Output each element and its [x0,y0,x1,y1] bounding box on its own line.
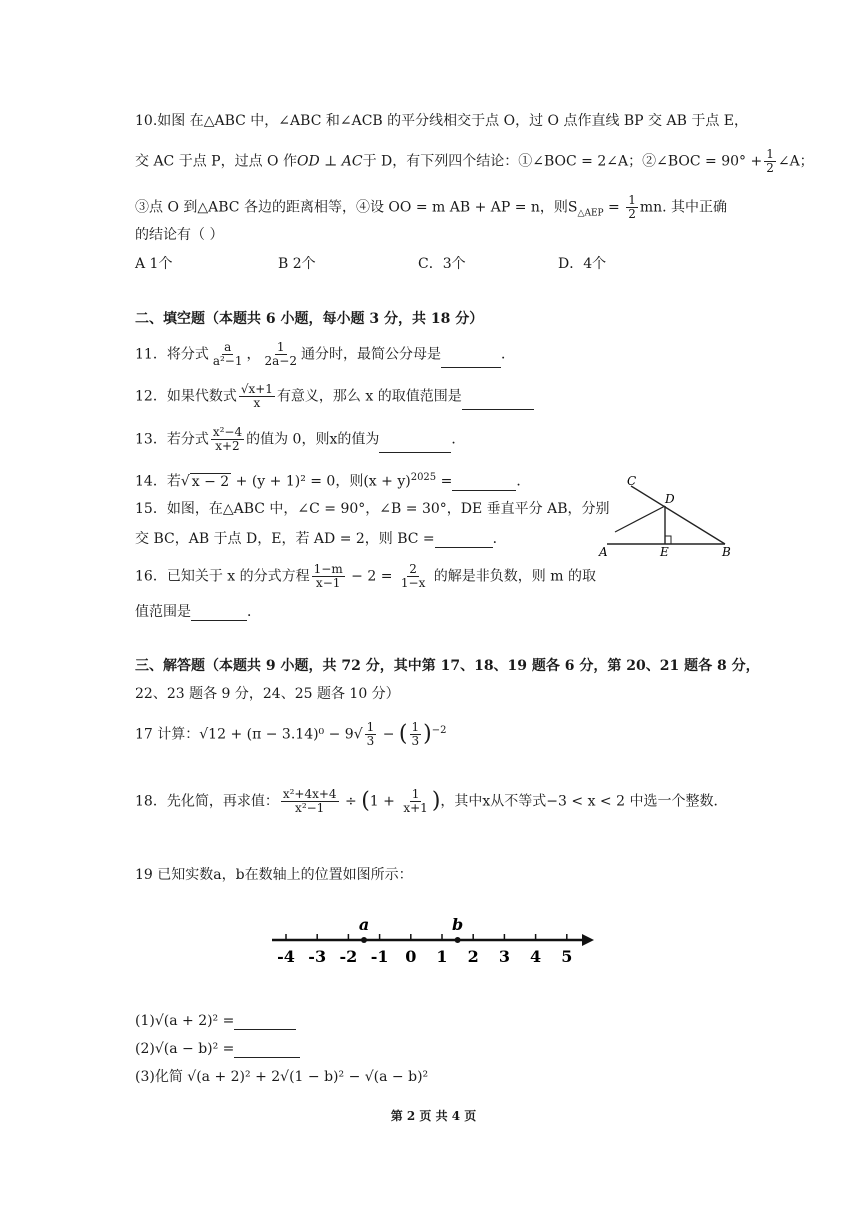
q19-sub1-text: (1)√(a + 2)² = [135,1013,235,1029]
tick-label: 3 [498,947,510,966]
tick-label: -2 [339,947,358,966]
tick-label: 0 [405,947,417,966]
q16-frac1 [312,563,345,590]
q19-sub1-blank[interactable] [234,1015,296,1030]
q11-suffix: 通分时，最简公分母是 [300,346,441,363]
tick-label: 4 [530,947,542,966]
triangle-figure [595,472,745,562]
q10-line1: 10.如图 在△ABC 中，∠ABC 和∠ACB 的平分线相交于点 O，过 O 点作直线 BP 交 AB 于点 E， [135,113,749,129]
q19-sub3: (3)化简 √(a + 2)² + 2√(1 − b)² − √(a − b)² [135,1069,429,1085]
q13-answer-blank[interactable] [379,438,451,453]
q10-line3sub: △AEP [577,208,604,219]
q15-line1: 15．如图，在△ABC 中，∠C = 90°，∠B = 30°，DE 垂直平分 AB，分别 [135,501,610,517]
q10-line2b: OD ⊥ AC [296,153,363,170]
q12-den: x [253,396,261,410]
q13-suffix: 的值为 0，则x的值为 [246,431,380,448]
q11-f1-num: a [224,340,232,354]
q12-suffix: 有意义，那么 x 的取值范围是 [276,388,462,405]
q14-answer-blank[interactable] [452,476,516,491]
q19-sub2-blank[interactable] [234,1043,300,1058]
q12 [135,383,534,410]
q12-answer-blank[interactable] [462,395,534,410]
q17-sqrt-frac [365,721,377,748]
q18: 18．先化简，再求值： $\frac{\text{x²+4x+4}}{\text{x²−1}}$ ÷ (1 + $\frac{1}{x+1}$ )，其中x从不等式−3 < x < 2 中选一个整数． [135,787,728,815]
point-b [455,937,461,943]
q11-answer-blank[interactable] [441,353,501,368]
q16 [135,563,596,590]
point-a-label: a [358,915,370,934]
tick-label: -3 [308,947,327,966]
q18-den: x²−1 [295,801,325,815]
q14-suffix: = [436,473,453,490]
q10-line2a: 交 AC 于点 P，过点 O 作 [135,153,297,170]
q13-prefix: 13．若分式 [135,431,209,448]
tick-label: -1 [370,947,389,966]
point-a [361,937,367,943]
q13-den: x+2 [215,439,240,453]
q17-paren-num: 1 [411,720,420,734]
q16-suffix: 的解是非负数，则 m 的取 [429,568,596,585]
half-fraction-2 [626,194,638,221]
q16-f2-den: 1−x [400,576,426,590]
tick-label: 5 [561,947,573,966]
q14-prefix: 14．若 [135,473,181,490]
q11-f2-den: 2a−2 [264,354,297,368]
q15-line2: 交 BC，AB 于点 D，E，若 AD = 2，则 BC = ． [135,531,507,547]
q17-sqrt-den: 3 [366,734,375,748]
q16-line2-text: 值范围是 [135,604,191,620]
q14-sqrt: x − 2 [191,473,230,490]
q11-frac2 [262,341,298,368]
q18-inner: 1 + [369,793,400,810]
segment-ad [615,506,665,532]
q12-prefix: 12．如果代数式 [135,388,237,405]
label-e: E [660,545,669,559]
q10-option-a[interactable]: A 1个 [135,256,173,272]
q13: 13．若分式 $\frac{\text{x²−4}}{x+2}$ 的值为 0，则x的值为 ． [135,425,466,453]
q16-f1-num: 1−m [313,562,343,576]
q18-num: x²+4x+4 [282,787,337,801]
label-b: B [722,545,731,559]
q18-prefix: 18．先化简，再求值： [135,793,279,810]
q19-sub2-text: (2)√(a − b)² = [135,1041,235,1057]
q11-sep: ， [246,346,261,363]
label-a: A [599,545,608,559]
q19-sub2 [135,1040,300,1058]
q17: 17 计算：√12 + (π − 3.14)⁰ − 9√ $\frac{1}{3}$ − ( $\frac{1}{3}$ )$^{-2}$ [135,720,447,748]
q19-text: 19 已知实数a，b在数轴上的位置如图所示： [135,867,413,883]
q17-paren-den: 3 [411,734,420,748]
q18-div: ÷ [340,793,362,810]
q11-frac1 [211,341,245,368]
half-num-2: 1 [628,193,636,207]
section3-line2: 22、23 题各 9 分，24、25 题各 10 分） [135,686,400,702]
q15-line2-text: 交 BC，AB 于点 D，E，若 AD = 2，则 BC = [135,531,435,547]
q12-frac [239,383,275,410]
q10-line3a: ③点 O 到△ABC 各边的距离相等，④设 OO = m AB + AP = n，则S [135,199,578,216]
q16-frac2 [399,563,427,590]
q10-option-c[interactable]: C．3个 [418,256,466,272]
half-num: 1 [766,147,774,161]
q18-inner-frac [401,788,429,815]
tick-label: 2 [467,947,479,966]
q11-f2-num: 1 [276,340,285,354]
q10-line2 [135,148,814,175]
q18-frac [281,788,339,815]
q10-option-d[interactable]: D．4个 [558,256,607,272]
segment-cb [631,486,725,544]
q14-mid: + (y + 1)² = 0，则(x + y) [231,473,411,490]
q10-line3b: = [603,199,625,216]
q10-line2d: ∠A； [777,153,814,170]
q17-expr: √12 + (π − 3.14)⁰ − 9 [199,726,354,743]
q10-line4: 的结论有（ ） [135,227,224,243]
tick-label: 1 [436,947,448,966]
q16-f1-den: x−1 [315,576,341,590]
q17-paren-frac [410,721,422,748]
q13-num: x²−4 [212,425,243,439]
page-footer: 第 2 页 共 4 页 [390,1109,477,1123]
right-angle-mark [665,536,671,544]
q14-exp: 2025 [410,472,437,483]
q11-prefix: 11．将分式 [135,346,209,363]
number-line-arrow [582,934,594,946]
q16-line2: 值范围是 ． [135,604,261,620]
tick-label: -4 [277,947,295,966]
q13-frac [211,426,244,453]
q17-minus: − [378,726,399,743]
q17-sqrt-num: 1 [366,720,375,734]
q10-line3 [135,194,727,222]
q14: 14．若√ x − 2 + (y + 1)² = 0，则$(x + y)^{2025}$ = ． [135,472,531,490]
q16-f2-num: 2 [409,562,417,576]
q18-in-num: 1 [411,787,420,801]
half-fraction [764,148,776,175]
label-c: C [627,474,637,488]
q10-option-b[interactable]: B 2个 [278,256,316,272]
q18-suffix: ，其中x从不等式−3 < x < 2 中选一个整数． [440,793,728,810]
half-den-2: 2 [628,207,636,221]
q18-in-den: x+1 [403,801,428,815]
section3-line1: 三、解答题（本题共 9 小题，共 72 分，其中第 17、18、19 题各 6 分，第 20、21 题各 8 分， [135,658,760,674]
q15-answer-blank[interactable] [435,533,493,548]
q19-sub1 [135,1012,296,1030]
q11: 11．将分式 $\frac{a}{\text{a²−1}}$ ， $\frac{1}{2a-2}$ 通分时，最简公分母是 ． [135,340,515,368]
q10-line3c: mn. 其中正确 [639,199,728,216]
point-b-label: b [452,915,464,934]
q16-prefix: 16．已知关于 x 的分式方程 [135,568,310,585]
q16-answer-blank[interactable] [191,606,247,621]
label-d: D [665,492,675,506]
number-line [268,912,600,970]
section2-heading: 二、填空题（本题共 6 小题，每小题 3 分，共 18 分） [135,311,484,327]
q12-num: √x+1 [240,382,273,396]
q17-prefix: 17 计算： [135,726,200,743]
q10-line2c: 于 D，有下列四个结论：①∠BOC = 2∠A；②∠BOC = 90° + [362,153,763,170]
q16-mid: − 2 = [346,568,397,585]
q17-exp: −2 [431,724,447,736]
half-den: 2 [766,161,774,175]
q11-f1-den: a²−1 [212,354,243,368]
